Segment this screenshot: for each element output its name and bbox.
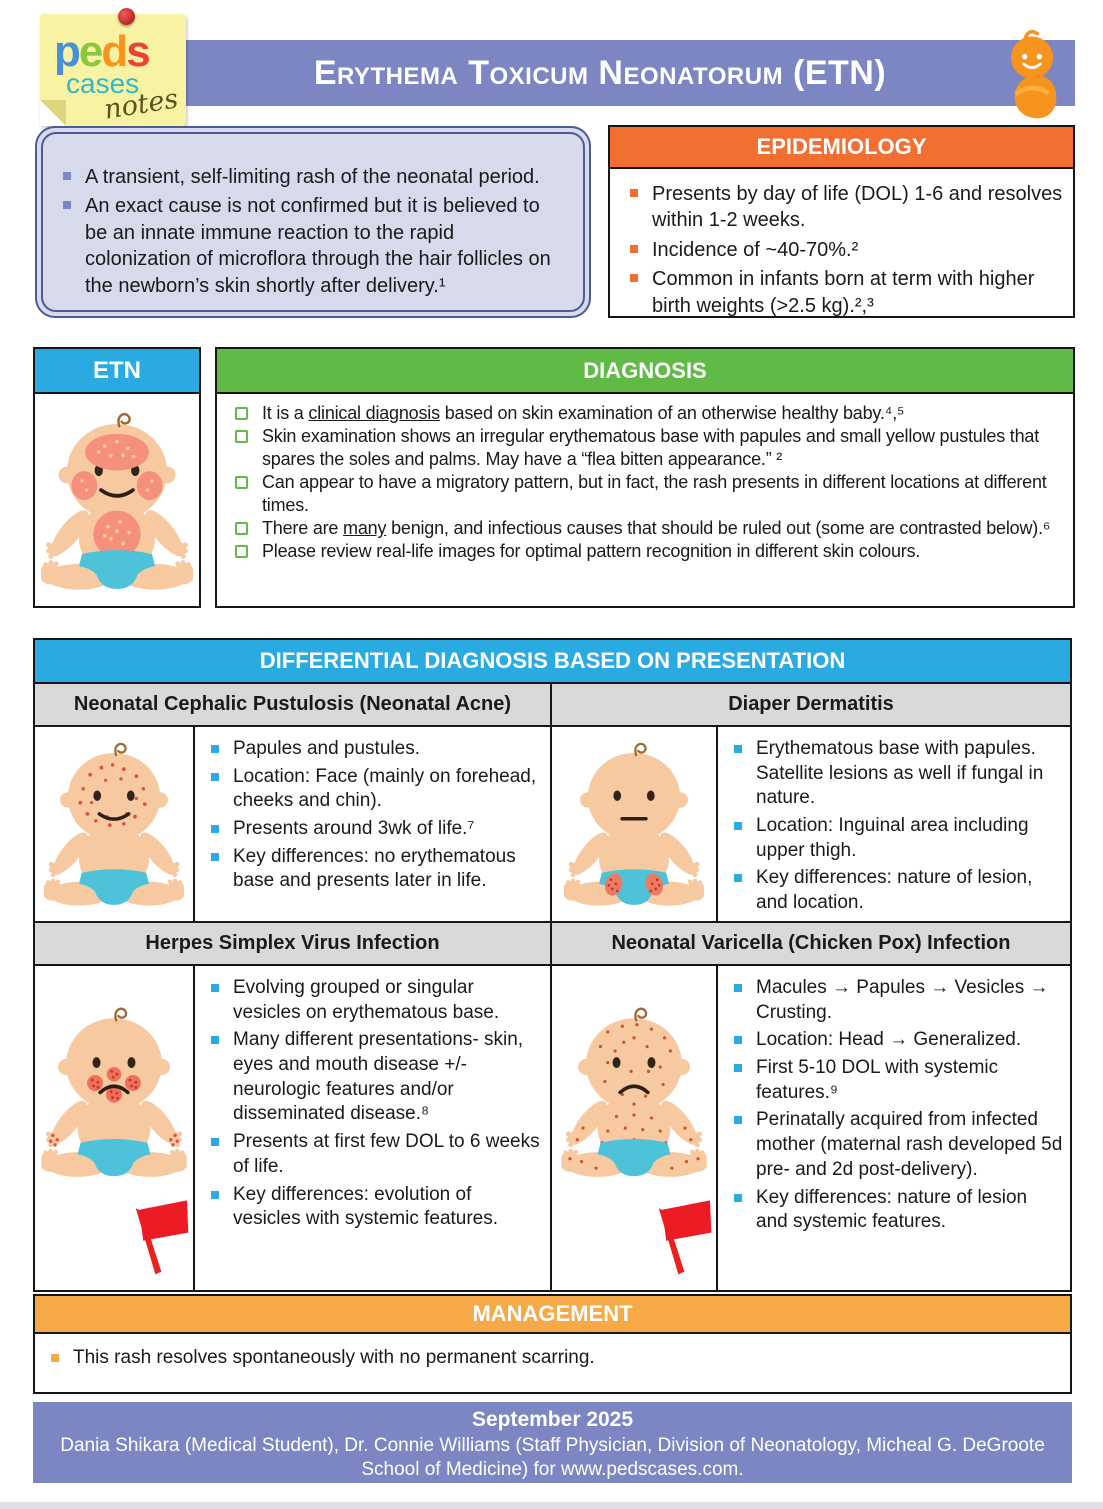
checkbox-icon	[235, 407, 248, 420]
list-item: There are many benign, and infectious causes that should be ruled out (some are contrasted below).⁶	[235, 517, 1063, 540]
pushpin-icon	[118, 8, 135, 25]
bullet-square-icon	[211, 853, 219, 861]
list-item: Macules → Papules → Vesicles → Crusting.	[734, 976, 1064, 1025]
bullet-square-icon	[63, 201, 71, 209]
cephalic-pustulosis-bullet-list	[211, 737, 544, 894]
checkbox-icon	[235, 430, 248, 443]
bullet-square-icon	[734, 822, 742, 830]
diagnosis-bullet-list	[235, 402, 1063, 563]
list-item: Key differences: no erythematous base and presents later in life.	[211, 845, 544, 894]
bullet-square-icon	[211, 1036, 219, 1044]
management-box	[33, 1294, 1072, 1394]
diagnosis-panel	[215, 347, 1075, 608]
quadrant-heading-herpes: Herpes Simplex Virus Infection	[35, 923, 552, 964]
footer-banner	[33, 1402, 1072, 1483]
bullet-square-icon	[734, 1116, 742, 1124]
etn-header: ETN	[35, 349, 199, 394]
list-item: Erythematous base with papules. Satellite lesions as well if fungal in nature.	[734, 737, 1064, 811]
quadrant-heading-diaper-dermatitis: Diaper Dermatitis	[728, 693, 894, 715]
varicella-baby-illustration	[561, 1000, 707, 1182]
etn-baby-illustration	[41, 405, 193, 595]
pedscases-logo	[40, 14, 186, 126]
bullet-square-icon	[211, 1138, 219, 1146]
epidemiology-header: EPIDEMIOLOGY	[610, 127, 1073, 169]
baby-logo-icon	[1000, 26, 1064, 122]
differential-table	[33, 638, 1072, 1292]
list-item: Incidence of ~40-70%.²	[630, 237, 1063, 263]
bullet-square-icon	[211, 984, 219, 992]
intro-bullet-list	[63, 164, 565, 299]
list-item: Presents at first few DOL to 6 weeks of life.	[211, 1130, 544, 1179]
etn-panel	[33, 347, 201, 608]
cephalic-pustulosis-baby-illustration	[44, 735, 184, 911]
list-item: Presents by day of life (DOL) 1-6 and resolves within 1-2 weeks.	[630, 181, 1063, 234]
list-item: Common in infants born at term with higher birth weights (>2.5 kg).²,³	[630, 266, 1063, 319]
list-item: This rash resolves spontaneously with no permanent scarring.	[51, 1346, 1060, 1371]
bullet-square-icon	[734, 874, 742, 882]
bullet-square-icon	[630, 245, 638, 253]
epidemiology-box	[608, 125, 1075, 318]
list-item: Evolving grouped or singular vesicles on erythematous base.	[211, 976, 544, 1025]
differential-title: DIFFERENTIAL DIAGNOSIS BASED ON PRESENTATION	[35, 640, 1070, 684]
herpes-baby-illustration	[41, 1000, 187, 1182]
bottom-strip	[0, 1502, 1103, 1509]
list-item: Location: Face (mainly on forehead, cheeks and chin).	[211, 765, 544, 814]
list-item: Papules and pustules.	[211, 737, 544, 762]
bullet-square-icon	[734, 745, 742, 753]
bullet-square-icon	[51, 1354, 59, 1362]
header-band	[55, 40, 1075, 106]
list-item: An exact cause is not confirmed but it is believed to be an innate immune reaction to the rapid colonization of microflora through the hair follicles on the newborn’s skin shortly after delivery.¹	[63, 193, 565, 299]
bullet-square-icon	[211, 745, 219, 753]
list-item: Perinatally acquired from infected mother (maternal rash developed 5d pre- and 2d post-delivery).	[734, 1108, 1064, 1182]
bullet-square-icon	[630, 189, 638, 197]
logo-word-cases: cases	[66, 68, 140, 99]
diaper-dermatitis-bullet-list	[734, 737, 1064, 916]
bullet-square-icon	[734, 1064, 742, 1072]
list-item: It is a clinical diagnosis based on skin examination of an otherwise healthy baby.⁴,⁵	[235, 402, 1063, 425]
bullet-square-icon	[63, 172, 71, 180]
bullet-square-icon	[734, 984, 742, 992]
list-item: First 5-10 DOL with systemic features.⁹	[734, 1056, 1064, 1105]
list-item: Key differences: evolution of vesicles with systemic features.	[211, 1183, 544, 1232]
intro-box	[35, 126, 591, 318]
footer-date: September 2025	[471, 1408, 634, 1431]
list-item: Key differences: nature of lesion and systemic features.	[734, 1186, 1064, 1235]
varicella-bullet-list	[734, 976, 1064, 1235]
logo-word-peds: peds	[54, 27, 149, 76]
red-flag-icon	[640, 1192, 714, 1276]
checkbox-icon	[235, 522, 248, 535]
red-flag-icon	[117, 1192, 191, 1276]
management-bullet-list	[51, 1346, 1060, 1371]
bullet-square-icon	[734, 1194, 742, 1202]
checkbox-icon	[235, 476, 248, 489]
bullet-square-icon	[211, 825, 219, 833]
note-fold	[40, 100, 66, 126]
epidemiology-bullet-list	[630, 181, 1063, 319]
bullet-square-icon	[211, 773, 219, 781]
list-item: Key differences: nature of lesion, and location.	[734, 866, 1064, 915]
list-item: Location: Head → Generalized.	[734, 1028, 1064, 1053]
quadrant-heading-cephalic-pustulosis: Neonatal Cephalic Pustulosis (Neonatal Acne)	[35, 684, 552, 725]
footer-credits: Dania Shikara (Medical Student), Dr. Connie Williams (Staff Physician, Division of Neonatology, Micheal G. DeGroote School of Medicine) for www.pedscases.com.	[60, 1435, 1045, 1481]
list-item: A transient, self-limiting rash of the neonatal period.	[63, 164, 565, 190]
herpes-bullet-list	[211, 976, 544, 1232]
page-title: Erythema Toxicum Neonatorum (ETN)	[313, 53, 887, 92]
list-item: Can appear to have a migratory pattern, but in fact, the rash presents in different locations at different times.	[235, 471, 1063, 517]
list-item: Many different presentations- skin, eyes and mouth disease +/- neurologic features and/or disseminated disease.⁸	[211, 1028, 544, 1127]
diaper-dermatitis-baby-illustration	[564, 735, 704, 911]
list-item: Skin examination shows an irregular erythematous base with papules and small yellow pustules that spares the soles and palms. May have a “flea bitten appearance.” ²	[235, 425, 1063, 471]
list-item: Presents around 3wk of life.⁷	[211, 817, 544, 842]
logo-word-notes: notes	[101, 83, 180, 126]
bullet-square-icon	[630, 274, 638, 282]
diagnosis-header: DIAGNOSIS	[217, 349, 1073, 394]
bullet-square-icon	[211, 1191, 219, 1199]
list-item: Location: Inguinal area including upper thigh.	[734, 814, 1064, 863]
bullet-square-icon	[734, 1036, 742, 1044]
checkbox-icon	[235, 545, 248, 558]
quadrant-heading-varicella: Neonatal Varicella (Chicken Pox) Infection	[611, 932, 1011, 954]
list-item: Please review real-life images for optimal pattern recognition in different skin colours.	[235, 540, 1063, 563]
management-header: MANAGEMENT	[35, 1296, 1070, 1334]
